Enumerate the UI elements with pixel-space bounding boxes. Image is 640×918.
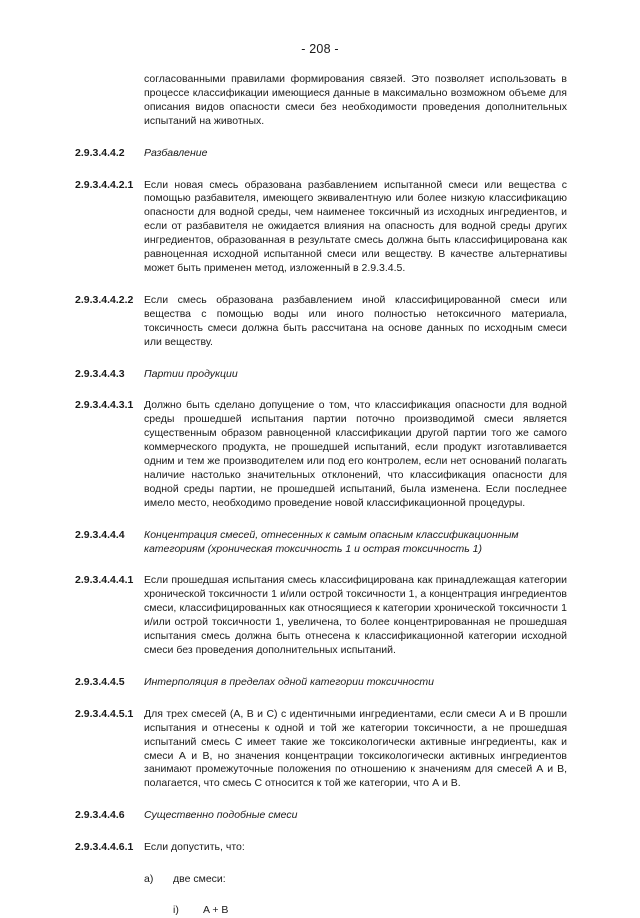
section-paragraph (75, 399, 567, 510)
section-number: 2.9.3.4.4.2.2 (75, 293, 134, 306)
section-number: 2.9.3.4.4.2 (75, 146, 125, 159)
section-text: Для трех смесей (А, В и С) с идентичными ингредиентами, если смеси А и В прошли испытания и отнесены к одной и той же категории токсичности, а не прошедшая испытаний смесь С имеет такие же токсикологически активные ингредиенты, как и смеси А и В, но значения концентрации токсикологически активных ингредиентов занимают промежуточные положения по отношению к значениям для смесей А и В, полагается, что смесь С относится к той же категории, что А и В. (144, 707, 567, 790)
section-text: Если смесь образована разбавлением иной классифицированной смеси или вещества с помощью воды или иного полностью нетоксичного материала, токсичность смеси должна быть рассчитана на основе данных по исходным смеси или веществу. (144, 293, 567, 348)
list-marker: i) (173, 903, 179, 916)
list-marker: a) (144, 873, 154, 886)
section-text: Если прошедшая испытания смесь классифицирована как принадлежащая категории хронической токсичности 1 и/или острой токсичности 1, а концентрация ингредиентов смеси, классифицированных как относящиеся к категории хронической токсичности 1 и/или острой токсичности 1, увеличена, то более концентрированная не прошедшая испытания смесь должна быть отнесена к классификационной категории исходной смеси без проведения дополнительных испытаний. (144, 574, 567, 656)
section-heading (75, 147, 567, 161)
section-number: 2.9.3.4.4.4.1 (75, 574, 134, 587)
section-paragraph (75, 574, 567, 657)
section-heading (75, 809, 567, 823)
section-title: Концентрация смесей, отнесенных к самым опасным классификационным категориям (хроническая токсичность 1 и острая токсичность 1) (144, 528, 519, 555)
section-number: 2.9.3.4.4.6 (75, 809, 125, 822)
section-title: Интерполяция в пределах одной категории токсичности (144, 675, 434, 688)
section-text: Если новая смесь образована разбавлением испытанной смеси или вещества с помощью разбавителя, имеющего эквивалентную или более низкую классификацию опасности для водной среды, чем наименее токсичный из исходных ингредиентов, и если от разбавителя не ожидается влияния на опасность для водной среды других ингредиентов, образованная в результате смесь должна быть классифицирована как равноценная исходной испытанной смеси или веществу. В качестве альтернативы может быть применен метод, изложенный в 2.9.3.4.5. (144, 178, 567, 274)
section-heading (75, 676, 567, 690)
list-item (144, 873, 567, 887)
section-number: 2.9.3.4.4.6.1 (75, 841, 134, 854)
section-text: Если допустить, что: (144, 841, 245, 854)
section-heading (75, 368, 567, 382)
sub-list-item (173, 904, 567, 918)
document-content (75, 73, 567, 918)
section-paragraph (75, 294, 567, 350)
section-number: 2.9.3.4.4.3.1 (75, 399, 134, 412)
section-paragraph (75, 841, 567, 855)
section-paragraph (75, 179, 567, 276)
continued-paragraph: согласованными правилами формирования связей. Это позволяет использовать в процессе классификации имеющиеся данные в максимально возможном объеме для описания видов опасности смеси без необходимости проведения дополнительных испытаний на животных. (144, 73, 567, 127)
list-item-text: две смеси: (173, 873, 226, 886)
section-title: Партии продукции (144, 367, 238, 380)
section-title: Существенно подобные смеси (144, 809, 298, 822)
section-number: 2.9.3.4.4.5.1 (75, 707, 134, 720)
section-title: Разбавление (144, 146, 208, 159)
section-text: Должно быть сделано допущение о том, что классификация опасности для водной среды прошедшей испытания партии поточно производимой смеси является существенным образом равноценной классификации другой партии того же самого коммерческого продукта, не прошедшей испытаний, если продукт изготавливается одним и тем же производителем или под его контролем, если нет оснований полагать наличие настолько значительных отклонений, что классификация опасности для водной среды партии, не прошедшей испытаний, была изменена. Если последнее имело место, необходимо проведение новой классификационной процедуры. (144, 399, 567, 509)
section-heading (75, 529, 567, 557)
section-paragraph (75, 708, 567, 791)
section-number: 2.9.3.4.4.4 (75, 528, 125, 541)
list-item-text: A + B (203, 903, 229, 916)
section-number: 2.9.3.4.4.5 (75, 675, 125, 688)
page-number: - 208 - (301, 42, 339, 56)
section-number: 2.9.3.4.4.2.1 (75, 178, 134, 191)
section-number: 2.9.3.4.4.3 (75, 367, 125, 380)
